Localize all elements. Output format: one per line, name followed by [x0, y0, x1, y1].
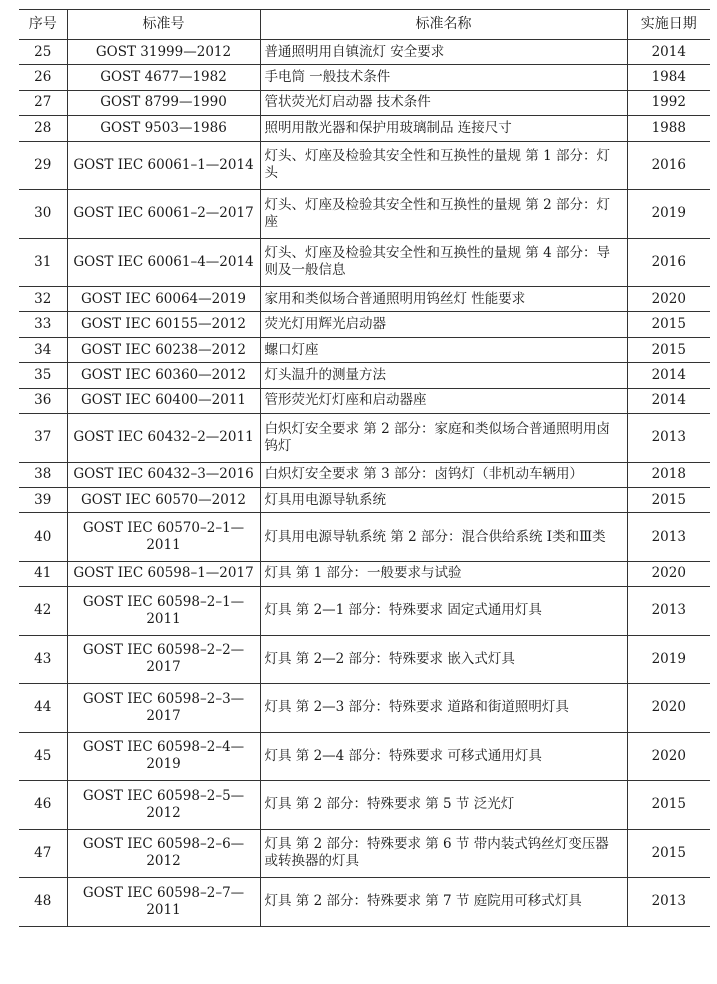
cell-serial-number: 40 [19, 513, 67, 562]
cell-implementation-date: 2020 [627, 287, 710, 312]
cell-standard-name: 灯头、灯座及检验其安全性和互换性的量规 第 1 部分：灯头 [260, 141, 627, 190]
cell-implementation-date: 2015 [627, 337, 710, 362]
cell-standard-name: 灯具 第 2—3 部分：特殊要求 道路和街道照明灯具 [260, 684, 627, 733]
cell-standard-name: 普通照明用自镇流灯 安全要求 [260, 40, 627, 65]
cell-implementation-date: 1988 [627, 116, 710, 141]
cell-serial-number: 48 [19, 878, 67, 927]
cell-serial-number: 41 [19, 561, 67, 586]
cell-serial-number: 31 [19, 238, 67, 287]
cell-implementation-date: 2020 [627, 561, 710, 586]
cell-standard-name: 灯头、灯座及检验其安全性和互换性的量规 第 4 部分：导则及一般信息 [260, 238, 627, 287]
table-row [19, 781, 710, 830]
cell-serial-number: 35 [19, 363, 67, 388]
cell-standard-code: GOST IEC 60598–2–3—2017 [67, 684, 260, 733]
table-row [19, 587, 710, 636]
cell-implementation-date: 1984 [627, 65, 710, 90]
cell-standard-code: GOST IEC 60064—2019 [67, 287, 260, 312]
cell-standard-name: 灯头、灯座及检验其安全性和互换性的量规 第 2 部分：灯座 [260, 190, 627, 239]
table-row [19, 312, 710, 337]
cell-standard-name: 灯具 第 1 部分：一般要求与试验 [260, 561, 627, 586]
cell-implementation-date: 2014 [627, 363, 710, 388]
cell-standard-code: GOST IEC 60598–2–4—2019 [67, 732, 260, 781]
cell-implementation-date: 1992 [627, 90, 710, 115]
cell-implementation-date: 2019 [627, 635, 710, 684]
table-row [19, 414, 710, 463]
cell-implementation-date: 2020 [627, 684, 710, 733]
cell-standard-code: GOST IEC 60598–2–1—2011 [67, 587, 260, 636]
table-row [19, 561, 710, 586]
cell-serial-number: 39 [19, 487, 67, 512]
cell-standard-code: GOST 31999—2012 [67, 40, 260, 65]
cell-standard-name: 螺口灯座 [260, 337, 627, 362]
cell-serial-number: 29 [19, 141, 67, 190]
cell-standard-name: 管状荧光灯启动器 技术条件 [260, 90, 627, 115]
cell-standard-name: 灯具用电源导轨系统 第 2 部分：混合供给系统 Ⅰ类和Ⅲ类 [260, 513, 627, 562]
cell-implementation-date: 2015 [627, 312, 710, 337]
cell-standard-name: 白炽灯安全要求 第 3 部分：卤钨灯（非机动车辆用） [260, 462, 627, 487]
header-serial-number: 序号 [19, 10, 67, 40]
cell-standard-name: 灯具 第 2—1 部分：特殊要求 固定式通用灯具 [260, 587, 627, 636]
cell-standard-name: 荧光灯用辉光启动器 [260, 312, 627, 337]
cell-implementation-date: 2020 [627, 732, 710, 781]
cell-standard-name: 灯具 第 2 部分：特殊要求 第 6 节 带内装式钨丝灯变压器或转换器的灯具 [260, 829, 627, 878]
cell-standard-code: GOST IEC 60432–2—2011 [67, 414, 260, 463]
cell-implementation-date: 2018 [627, 462, 710, 487]
cell-standard-name: 家用和类似场合普通照明用钨丝灯 性能要求 [260, 287, 627, 312]
cell-serial-number: 33 [19, 312, 67, 337]
cell-serial-number: 37 [19, 414, 67, 463]
cell-standard-code: GOST IEC 60570–2–1—2011 [67, 513, 260, 562]
table-row [19, 238, 710, 287]
cell-standard-name: 管形荧光灯灯座和启动器座 [260, 388, 627, 413]
table-row [19, 732, 710, 781]
cell-standard-code: GOST IEC 60570—2012 [67, 487, 260, 512]
cell-standard-name: 灯具 第 2—4 部分：特殊要求 可移式通用灯具 [260, 732, 627, 781]
table-row [19, 388, 710, 413]
table-row [19, 363, 710, 388]
cell-standard-code: GOST 4677—1982 [67, 65, 260, 90]
cell-serial-number: 46 [19, 781, 67, 830]
cell-standard-name: 灯头温升的测量方法 [260, 363, 627, 388]
cell-standard-name: 白炽灯安全要求 第 2 部分：家庭和类似场合普通照明用卤钨灯 [260, 414, 627, 463]
cell-standard-code: GOST IEC 60360—2012 [67, 363, 260, 388]
cell-standard-name: 照明用散光器和保护用玻璃制品 连接尺寸 [260, 116, 627, 141]
cell-implementation-date: 2016 [627, 141, 710, 190]
cell-standard-name: 灯具 第 2 部分：特殊要求 第 5 节 泛光灯 [260, 781, 627, 830]
table-row [19, 462, 710, 487]
table-row [19, 829, 710, 878]
cell-standard-code: GOST IEC 60061–2—2017 [67, 190, 260, 239]
cell-standard-name: 灯具用电源导轨系统 [260, 487, 627, 512]
cell-serial-number: 36 [19, 388, 67, 413]
cell-implementation-date: 2013 [627, 513, 710, 562]
table-row [19, 116, 710, 141]
cell-serial-number: 25 [19, 40, 67, 65]
standards-table-container [19, 9, 710, 927]
cell-standard-code: GOST IEC 60400—2011 [67, 388, 260, 413]
cell-serial-number: 43 [19, 635, 67, 684]
table-row [19, 487, 710, 512]
table-row [19, 65, 710, 90]
cell-standard-code: GOST IEC 60061–4—2014 [67, 238, 260, 287]
cell-implementation-date: 2013 [627, 878, 710, 927]
table-row [19, 337, 710, 362]
standards-table [19, 9, 710, 927]
cell-standard-code: GOST IEC 60155—2012 [67, 312, 260, 337]
header-implementation-date: 实施日期 [627, 10, 710, 40]
cell-implementation-date: 2015 [627, 829, 710, 878]
table-row [19, 190, 710, 239]
cell-serial-number: 42 [19, 587, 67, 636]
table-row [19, 141, 710, 190]
cell-implementation-date: 2019 [627, 190, 710, 239]
cell-standard-code: GOST 9503—1986 [67, 116, 260, 141]
cell-standard-code: GOST 8799—1990 [67, 90, 260, 115]
table-row [19, 684, 710, 733]
cell-serial-number: 26 [19, 65, 67, 90]
cell-standard-name: 手电筒 一般技术条件 [260, 65, 627, 90]
cell-standard-code: GOST IEC 60432–3—2016 [67, 462, 260, 487]
cell-standard-name: 灯具 第 2—2 部分：特殊要求 嵌入式灯具 [260, 635, 627, 684]
cell-implementation-date: 2016 [627, 238, 710, 287]
cell-serial-number: 38 [19, 462, 67, 487]
cell-standard-name: 灯具 第 2 部分：特殊要求 第 7 节 庭院用可移式灯具 [260, 878, 627, 927]
table-row [19, 878, 710, 927]
cell-standard-code: GOST IEC 60598–2–7—2011 [67, 878, 260, 927]
cell-implementation-date: 2014 [627, 388, 710, 413]
cell-serial-number: 45 [19, 732, 67, 781]
cell-standard-code: GOST IEC 60061–1—2014 [67, 141, 260, 190]
cell-serial-number: 32 [19, 287, 67, 312]
cell-implementation-date: 2014 [627, 40, 710, 65]
table-row [19, 90, 710, 115]
cell-serial-number: 47 [19, 829, 67, 878]
cell-implementation-date: 2015 [627, 781, 710, 830]
cell-serial-number: 27 [19, 90, 67, 115]
cell-standard-code: GOST IEC 60598–2–2—2017 [67, 635, 260, 684]
cell-standard-code: GOST IEC 60238—2012 [67, 337, 260, 362]
table-row [19, 513, 710, 562]
cell-serial-number: 34 [19, 337, 67, 362]
cell-serial-number: 30 [19, 190, 67, 239]
cell-serial-number: 44 [19, 684, 67, 733]
table-row [19, 635, 710, 684]
header-standard-code: 标准号 [67, 10, 260, 40]
table-header-row [19, 10, 710, 40]
header-standard-name: 标准名称 [260, 10, 627, 40]
cell-implementation-date: 2013 [627, 414, 710, 463]
table-body [19, 40, 710, 927]
cell-implementation-date: 2013 [627, 587, 710, 636]
table-row [19, 40, 710, 65]
cell-standard-code: GOST IEC 60598–2–5—2012 [67, 781, 260, 830]
cell-standard-code: GOST IEC 60598–2–6—2012 [67, 829, 260, 878]
cell-implementation-date: 2015 [627, 487, 710, 512]
table-row [19, 287, 710, 312]
cell-serial-number: 28 [19, 116, 67, 141]
cell-standard-code: GOST IEC 60598–1—2017 [67, 561, 260, 586]
